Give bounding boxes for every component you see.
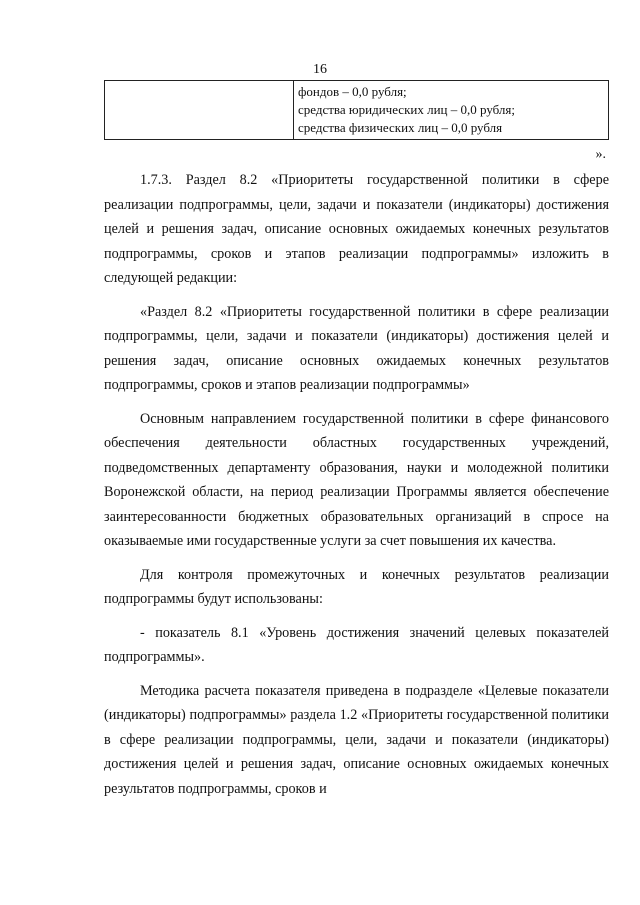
funding-line: средства физических лиц – 0,0 рубля [298,120,503,135]
paragraph: Для контроля промежуточных и конечных результатов реализации подпрограммы будут использованы: [104,566,609,607]
paragraph: Основным направлением государственной политики в сфере финансового обеспечения деятельности областных государственных учреждений, подведомственных департаменту образования, науки и молодежной политики Воронежской области, на период реализации Программы является обеспечение заинтересованности бюджетных образовательных организаций в спросе на оказываемые ими государственные услуги за счет повышения их качества. [104,410,609,549]
paragraph: 1.7.3. Раздел 8.2 «Приоритеты государственной политики в сфере реализации подпрограммы, цели, задачи и показатели (индикаторы) достижения целей и решения задач, описание основных ожидаемых конечных результатов подпрограммы, сроков и этапов реализации подпрограммы» изложить в следующей редакции: [104,172,609,286]
closing-quote: ». [595,147,606,162]
funding-line: фондов – 0,0 рубля; [298,84,407,99]
table-row [105,81,609,140]
paragraph: Методика расчета показателя приведена в подразделе «Целевые показатели (индикаторы) подпрограммы» раздела 1.2 «Приоритеты государственной политики в сфере реализации подпрограммы, цели, задачи и показатели (индикаторы) достижения целей и решения задач, описание основных ожидаемых конечных результатов подпрограммы, сроков и [104,682,609,797]
page-number: 16 [313,62,327,77]
table-cell-empty [105,81,294,140]
paragraph: «Раздел 8.2 «Приоритеты государственной политики в сфере реализации подпрограммы, цели, задачи и показатели (индикаторы) достижения целей и решения задач, описание основных ожидаемых конечных результатов подпрограммы, сроков и этапов реализации подпрограммы» [104,303,609,393]
paragraph: - показатель 8.1 «Уровень достижения значений целевых показателей подпрограммы». [104,624,609,665]
table-cell-funding [294,81,609,140]
funding-table [104,80,609,140]
funding-line: средства юридических лиц – 0,0 рубля; [298,102,516,117]
body-text [104,168,609,810]
